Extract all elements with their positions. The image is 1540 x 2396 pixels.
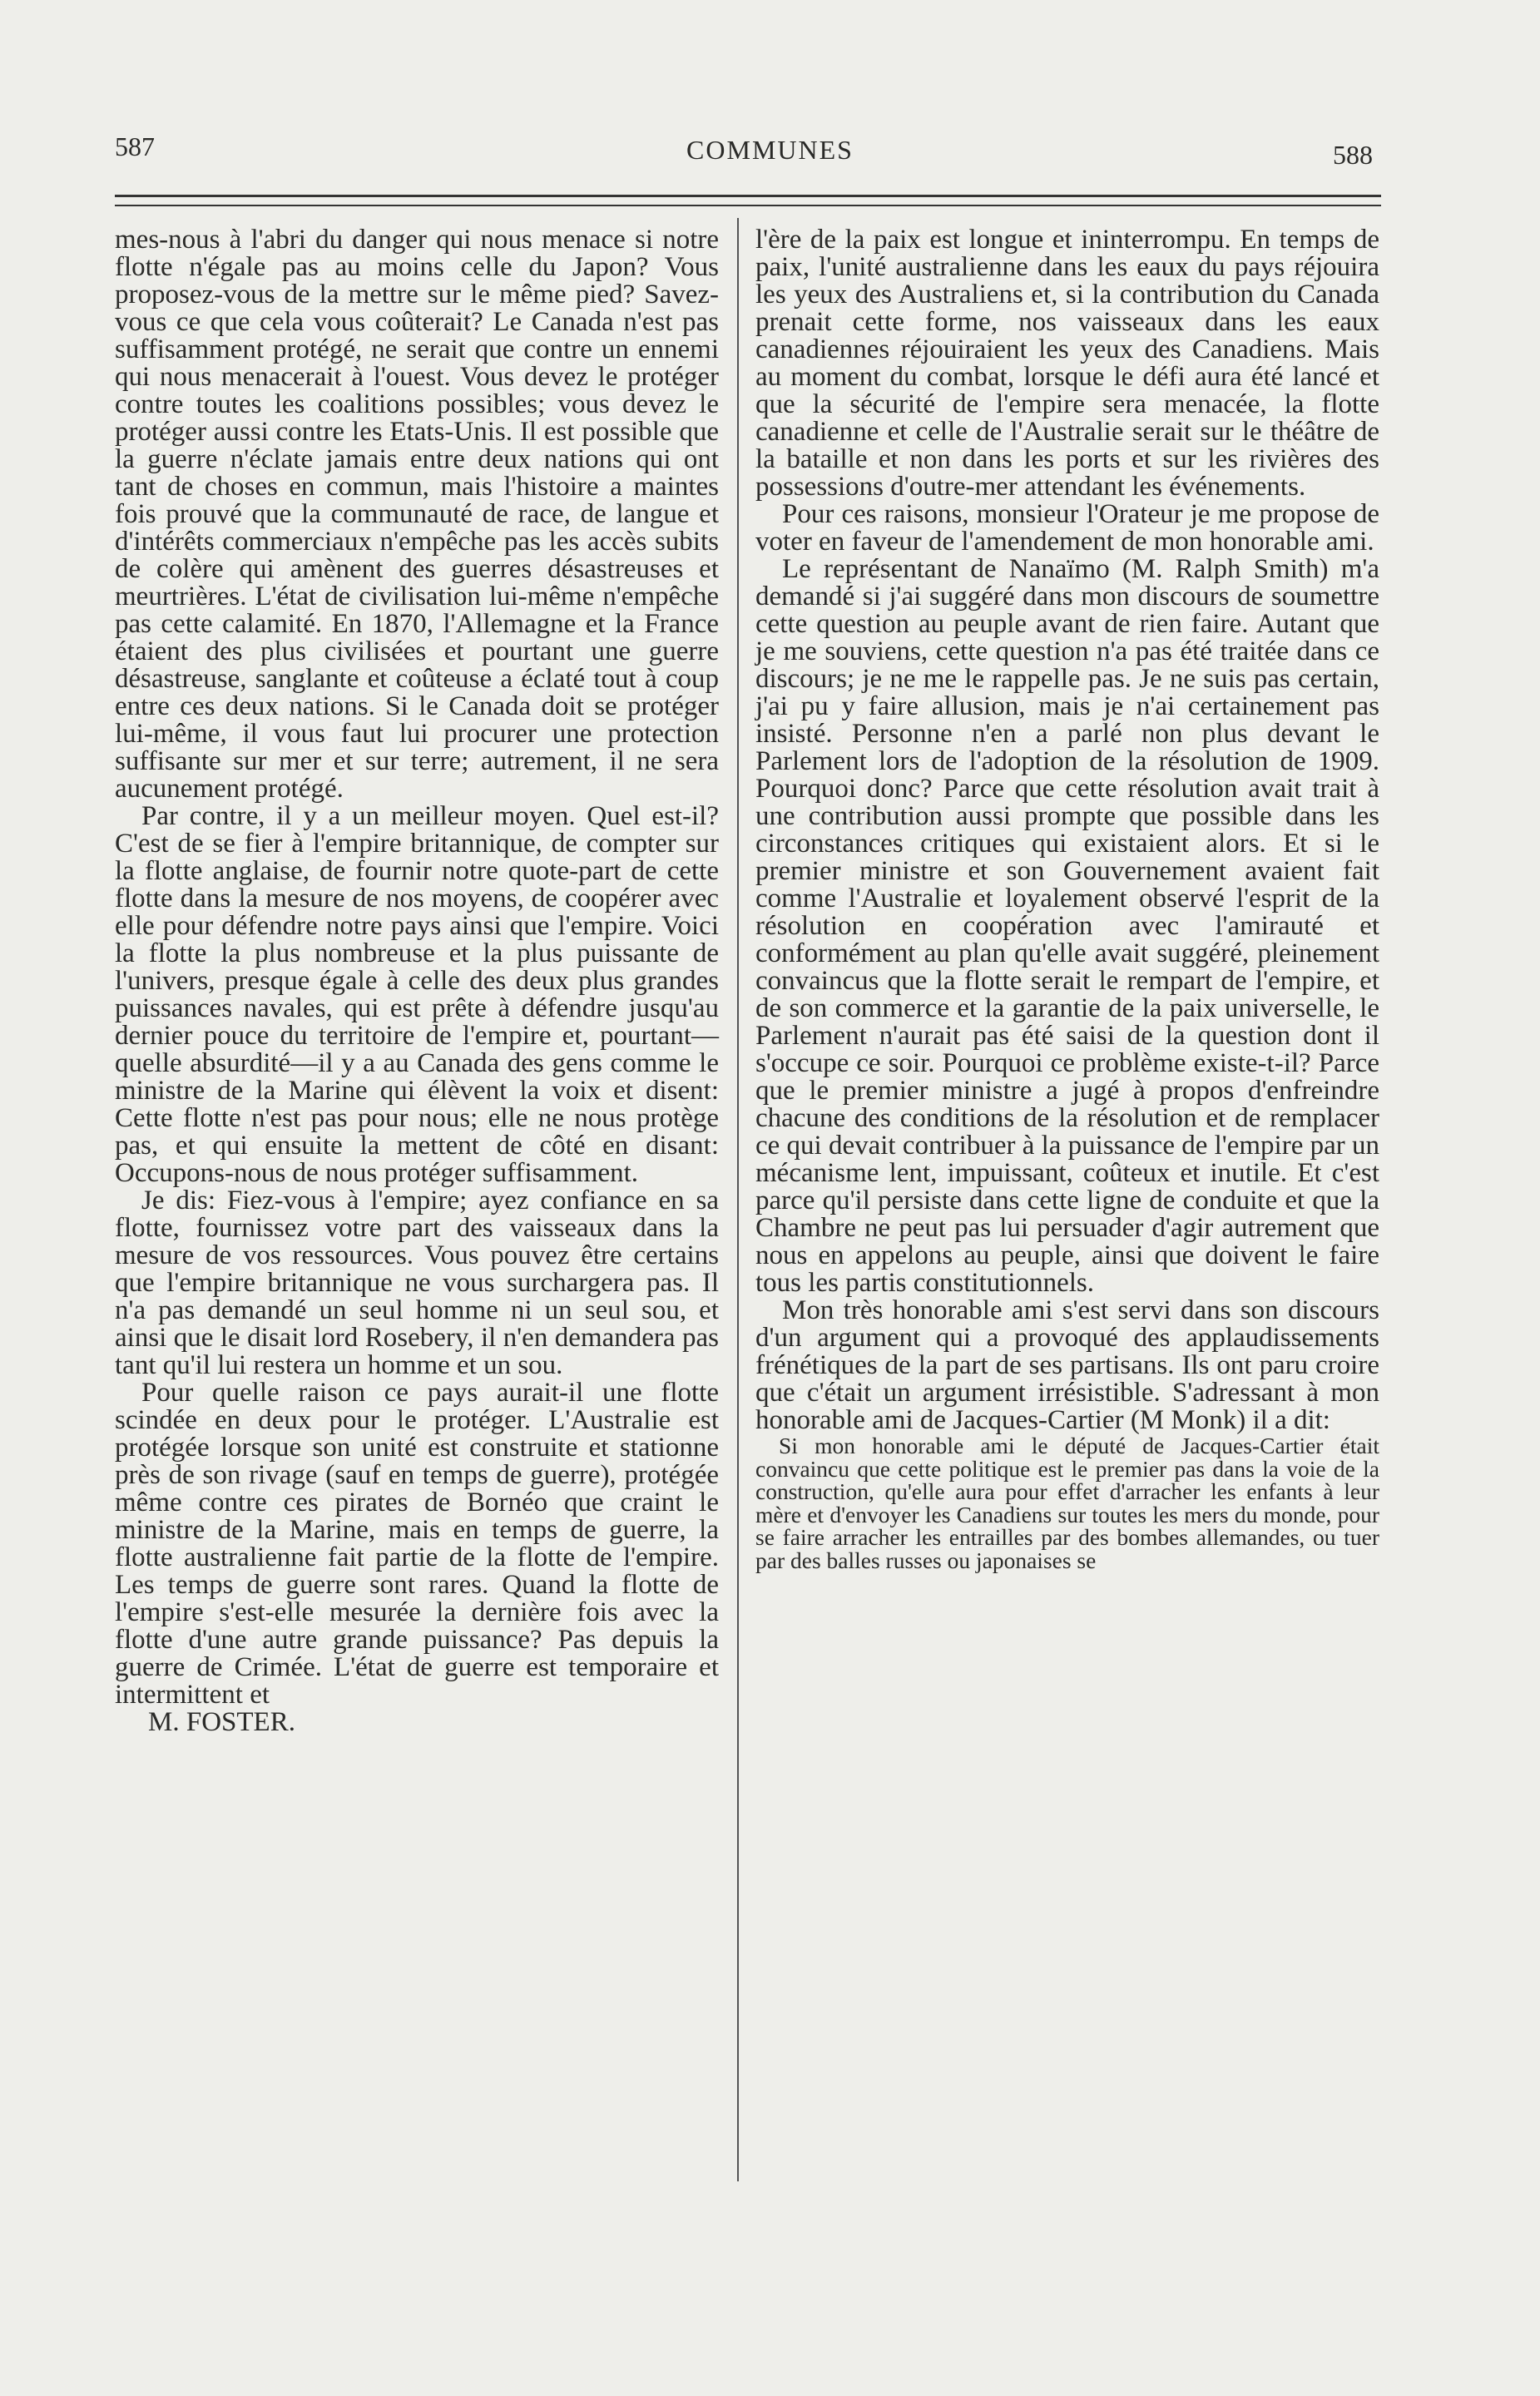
- page-number-right: 588: [1333, 140, 1373, 170]
- speaker-signature: M. FOSTER.: [148, 1707, 295, 1737]
- paragraph: Le représentant de Nanaïmo (M. Ralph Smith) m'a demandé si j'ai suggéré dans mon discours de soumettre cette question au peuple avant de rien faire. Autant que je me souviens, cette question n'a pas été traitée dans ce discours; je ne me le rappelle pas. Je ne suis pas certain, j'ai pu y faire allusion, mais je n'ai certainement pas insisté. Personne n'en a parlé non plus devant le Parlement lors de l'adoption de la résolution de 1909. Pourquoi donc? Parce que cette résolution avait trait à une contribution aussi prompte que possible dans les circonstances critiques qui existaient alors. Et si le premier ministre et son Gouvernement avaient fait comme l'Australie et loyalement observé l'esprit de la résolution en coopération avec l'amirauté et conformément au plan qu'elle avait suggéré, pleinement convaincus que la flotte serait le rempart de l'empire, et de son commerce et la garantie de la paix universelle, le Parlement n'aurait pas été saisi de la question dont il s'occupe ce soir. Pourquoi ce problème existe-t-il? Parce que le premier ministre a jugé à propos d'enfreindre chacune des conditions de la résolution et de remplacer ce qui devait contribuer à la puissance de l'empire par un mécanisme lent, impuissant, coûteux et inutile. Et c'est parce qu'il persiste dans cette ligne de conduite et que la Chambre ne peut pas lui persuader d'agir autrement que nous en appelons au peuple, ainsi que doivent le faire tous les partis constitutionnels.: [755, 554, 1379, 1298]
- column-divider: [737, 218, 739, 2181]
- header-rule-bottom: [115, 205, 1381, 206]
- paragraph: Pour quelle raison ce pays aurait-il une flotte scindée en deux pour le protéger. L'Australie est protégée lorsque son unité est construite et stationne près de son rivage (sauf en temps de guerre), protégée même contre ces pirates de Bornéo que craint le ministre de la Marine, mais en temps de guerre, la flotte australienne fait partie de la flotte de l'empire. Les temps de guerre sont rares. Quand la flotte de l'empire s'est-elle mesurée la dernière fois avec la flotte d'une autre grande puissance? Pas depuis la guerre de Crimée. L'état de guerre est temporaire et intermittent et: [115, 1378, 719, 1710]
- quoted-passage: Si mon honorable ami le député de Jacques-Cartier était convaincu que cette politique est le premier pas dans la voie de la construction, qu'elle aura pour effet d'arracher les enfants à leur mère et d'envoyer les Canadiens sur toutes les mers du monde, pour se faire arracher les entrailles par des bombes allemandes, ou tuer par des balles russes ou japonaises se: [755, 1433, 1379, 1573]
- paragraph: Mon très honorable ami s'est servi dans son discours d'un argument qui a provoqué des applaudissements frénétiques de la part de ses partisans. Ils ont paru croire que c'était un argument irrésistible. S'adressant à mon honorable ami de Jacques-Cartier (M Monk) il a dit:: [755, 1295, 1379, 1435]
- header-rule-top: [115, 195, 1381, 197]
- paragraph: Par contre, il y a un meilleur moyen. Quel est-il? C'est de se fier à l'empire britannique, de compter sur la flotte anglaise, de fournir notre quote-part de cette flotte dans la mesure de nos moyens, de coopérer avec elle pour défendre notre pays ainsi que l'empire. Voici la flotte la plus nombreuse et la plus puissante de l'univers, presque égale à celle des deux plus grandes puissances navales, qui est prête à défendre jusqu'au dernier pouce du territoire de l'empire et, pourtant—quelle absurdité—il y a au Canada des gens comme le ministre de la Marine qui élèvent la voix et disent: Cette flotte n'est pas pour nous; elle ne nous protège pas, et qui ensuite la mettent de côté en disant: Occupons-nous de nous protéger suffisamment.: [115, 801, 719, 1188]
- paragraph: Je dis: Fiez-vous à l'empire; ayez confiance en sa flotte, fournissez votre part des vaisseaux dans la mesure de vos ressources. Vous pouvez être certains que l'empire britannique ne vous surchargera pas. Il n'a pas demandé un seul homme ni un seul sou, et ainsi que le disait lord Rosebery, il n'en demandera pas tant qu'il lui restera un homme et un sou.: [115, 1186, 719, 1380]
- page-title: COMMUNES: [686, 135, 854, 165]
- paragraph: Pour ces raisons, monsieur l'Orateur je me propose de voter en faveur de l'amendement de mon honorable ami.: [755, 499, 1379, 557]
- left-column: [115, 226, 719, 1736]
- page-number-left: 587: [115, 131, 155, 161]
- paragraph: mes-nous à l'abri du danger qui nous menace si notre flotte n'égale pas au moins celle du Japon? Vous proposez-vous de la mettre sur le même pied? Savez-vous ce que cela vous coûterait? Le Canada n'est pas suffisamment protégé, ne serait que contre un ennemi qui nous menacerait à l'ouest. Vous devez le protéger contre toutes les coalitions possibles; vous devez le protéger aussi contre les Etats-Unis. Il est possible que la guerre n'éclate jamais entre deux nations qui ont tant de choses en commun, mais l'histoire a maintes fois prouvé que la communauté de race, de langue et d'intérêts commerciaux n'empêche pas les accès subits de colère qui amènent des guerres désastreuses et meurtrières. L'état de civilisation lui-même n'empêche pas cette calamité. En 1870, l'Allemagne et la France étaient des plus civilisées et pourtant une guerre désastreuse, sanglante et coûteuse a éclaté tout à coup entre ces deux nations. Si le Canada doit se protéger lui-même, il vous faut lui procurer une protection suffisante sur mer et sur terre; autrement, il ne sera aucunement protégé.: [115, 225, 719, 804]
- paragraph: l'ère de la paix est longue et ininterrompu. En temps de paix, l'unité australienne dans les eaux du pays réjouira les yeux des Australiens et, si la contribution du Canada prenait cette forme, nos vaisseaux dans les eaux canadiennes réjouiraient les yeux des Canadiens. Mais au moment du combat, lorsque le défi aura été lancé et que la sécurité de l'empire sera menacée, la flotte canadienne et celle de l'Australie serait sur le théâtre de la bataille et non dans les ports et sur les rivières des possessions d'outre-mer attendant les événements.: [755, 225, 1379, 502]
- right-column: [755, 226, 1379, 1572]
